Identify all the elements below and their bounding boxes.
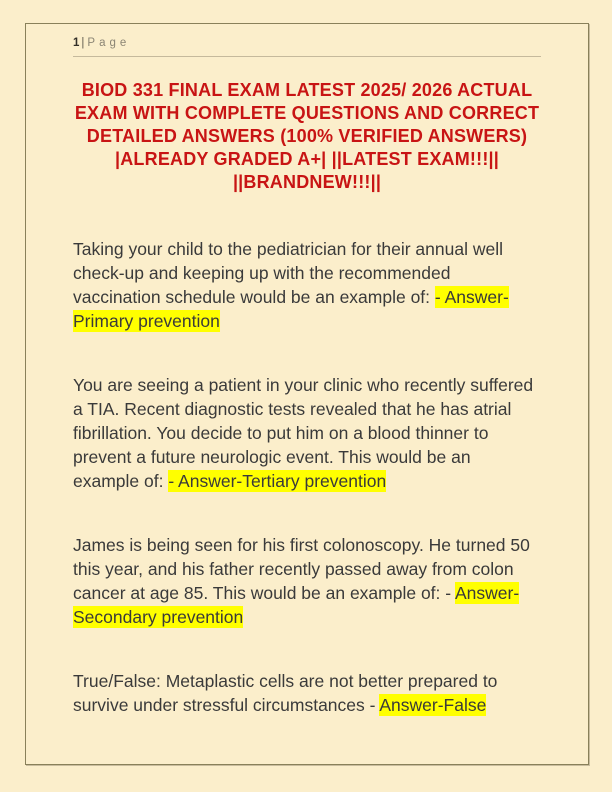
page-header-label: Page <box>87 37 131 49</box>
qa-paragraph-3 <box>73 533 541 629</box>
document-title: BIOD 331 FINAL EXAM LATEST 2025/ 2026 ACTUAL EXAM WITH COMPLETE QUESTIONS AND CORRECT DETAILED ANSWERS (100% VERIFIED ANSWERS) |ALREADY GRADED A+| ||LATEST EXAM!!!|| ||BRANDNEW!!!|| <box>74 80 540 192</box>
question-text: You are seeing a patient in your clinic who recently suffered a TIA. Recent diagnostic tests revealed that he has atrial fibrillation. You decide to put him on a blood thinner to prevent a future neurologic event. This would be an example of: <box>73 375 534 491</box>
page-border-frame <box>25 23 589 765</box>
answer-highlight: Answer-False <box>379 695 487 715</box>
answer-highlight: - Answer-Primary prevention <box>73 287 509 331</box>
question-text: True/False: Metaplastic cells are not better prepared to survive under stressful circumstances - <box>73 671 498 715</box>
question-text: Taking your child to the pediatrician for their annual well check-up and keeping up with the recommended vaccination schedule would be an example of: <box>73 239 503 307</box>
answer-highlight: Answer-Secondary prevention <box>73 583 520 627</box>
question-text: James is being seen for his first colonoscopy. He turned 50 this year, and his father recently passed away from colon cancer at age 85. This would be an example of: - <box>73 535 530 603</box>
header-separator: | <box>81 37 85 49</box>
page-header <box>73 36 541 57</box>
qa-paragraph-4 <box>73 669 541 717</box>
page-number: 1 <box>73 37 80 49</box>
qa-paragraph-2 <box>73 373 541 493</box>
answer-highlight: - Answer-Tertiary prevention <box>168 471 387 491</box>
qa-paragraph-1 <box>73 237 541 333</box>
